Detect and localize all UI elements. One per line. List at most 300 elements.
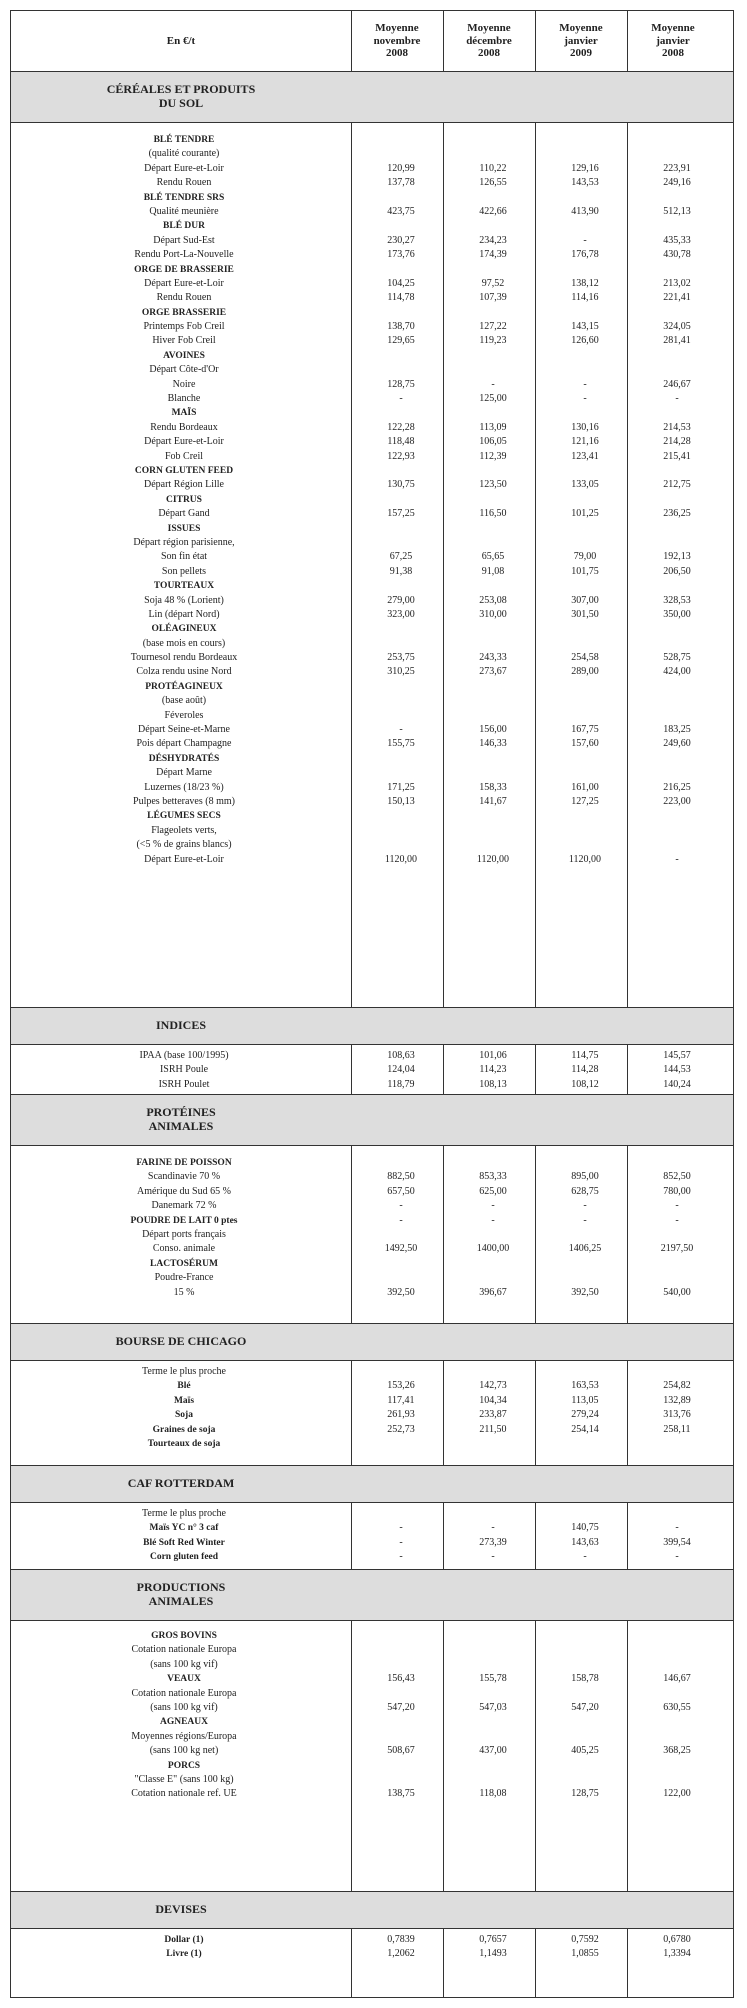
price-cell: 214,53: [663, 421, 691, 433]
price-cell: 0,7657: [479, 1934, 507, 1945]
price-cell: 79,00: [573, 551, 597, 563]
price-cell: 547,20: [571, 1701, 599, 1713]
row-label: Départ Région Lille: [144, 479, 224, 491]
table-row: [11, 176, 733, 190]
row-category-label: Dollar (1): [164, 1935, 204, 1945]
table-row: [11, 263, 733, 277]
table-row: [11, 565, 733, 579]
price-cell: -: [399, 724, 403, 736]
row-label: Féveroles: [164, 709, 204, 721]
row-label: Printemps Fob Creil: [143, 321, 225, 333]
price-cell: 129,65: [387, 335, 415, 347]
table-row: [11, 1672, 733, 1686]
row-label: Départ Côte-d'Or: [149, 364, 219, 376]
price-cell: 323,00: [387, 608, 415, 620]
price-cell: 214,28: [663, 436, 691, 448]
table-row: [11, 795, 733, 809]
price-cell: 249,60: [663, 738, 691, 750]
price-cell: 399,54: [663, 1536, 691, 1548]
row-label: Qualité meunière: [149, 205, 219, 217]
price-cell: 138,75: [387, 1788, 415, 1800]
table-row: [11, 1379, 733, 1393]
table-row: [11, 234, 733, 248]
section-title: DEVISES: [155, 1902, 207, 1917]
row-label: Rendu Rouen: [156, 177, 212, 189]
table-row: [11, 1773, 733, 1787]
price-cell: 206,50: [663, 565, 691, 577]
price-cell: 114,28: [571, 1064, 599, 1076]
table-row: [11, 1228, 733, 1242]
price-cell: 108,13: [479, 1078, 507, 1090]
row-category-label: TOURTEAUX: [153, 581, 215, 592]
row-category-label: ORGE BRASSERIE: [141, 307, 227, 318]
section-header: [11, 1323, 733, 1361]
price-cell: 143,63: [571, 1536, 599, 1548]
price-cell: 254,14: [571, 1423, 599, 1435]
price-cell: 127,25: [571, 795, 599, 807]
table-row: [11, 493, 733, 507]
table-row: [11, 1078, 733, 1092]
row-category-label: GROS BOVINS: [151, 1631, 217, 1641]
row-category-label: Graines de soja: [152, 1424, 216, 1435]
price-cell: 216,25: [663, 781, 691, 793]
row-label: Son fin état: [160, 551, 208, 563]
row-label: Cotation nationale ref. UE: [131, 1788, 237, 1800]
price-cell: 127,22: [479, 321, 507, 333]
table-row: [11, 1701, 733, 1715]
price-cell: 405,25: [571, 1745, 599, 1757]
table-row: [11, 1687, 733, 1701]
section-title: PRODUCTIONS ANIMALES: [136, 1580, 226, 1608]
price-cell: 350,00: [663, 608, 691, 620]
price-cell: 108,63: [387, 1050, 415, 1061]
row-category-label: Livre (1): [166, 1949, 202, 1960]
table-row: [11, 248, 733, 262]
price-cell: 413,90: [571, 205, 599, 217]
table-row: [11, 781, 733, 795]
price-cell: 2197,50: [660, 1243, 694, 1255]
price-cell: 118,48: [387, 436, 415, 448]
row-category-label: LACTOSÉRUM: [150, 1258, 218, 1269]
row-label: Amérique du Sud 65 %: [137, 1185, 231, 1197]
table-row: [11, 1423, 733, 1437]
price-cell: 234,23: [479, 234, 507, 246]
price-cell: 137,78: [387, 177, 415, 189]
row-label: Poudre-France: [154, 1272, 214, 1284]
row-category-label: POUDRE DE LAIT 0 ptes: [130, 1215, 238, 1226]
price-cell: 156,00: [479, 724, 507, 736]
table-row: [11, 853, 733, 867]
price-cell: 143,15: [571, 321, 599, 333]
price-cell: 104,25: [387, 277, 415, 289]
price-cell: 253,08: [479, 594, 507, 606]
price-cell: 146,67: [663, 1673, 691, 1685]
price-cell: 1,3394: [663, 1948, 691, 1960]
price-cell: 133,05: [571, 479, 599, 491]
price-cell: 144,53: [663, 1064, 691, 1076]
price-cell: -: [491, 378, 495, 390]
price-cell: 114,23: [479, 1064, 507, 1076]
price-cell: 157,60: [571, 738, 599, 750]
price-cell: 281,41: [663, 335, 691, 347]
table-row: [11, 392, 733, 406]
table-row: [11, 608, 733, 622]
price-cell: 258,11: [663, 1423, 691, 1435]
price-cell: 108,12: [571, 1078, 599, 1090]
price-cell: 630,55: [663, 1701, 691, 1713]
table-row: [11, 1629, 733, 1643]
price-cell: 261,93: [387, 1409, 415, 1421]
price-cell: 158,78: [571, 1673, 599, 1685]
table-row: [11, 594, 733, 608]
table-row: [11, 1185, 733, 1199]
price-cell: -: [399, 393, 403, 405]
price-cell: 392,50: [387, 1286, 415, 1298]
price-cell: 213,02: [663, 277, 691, 289]
row-category-label: VEAUX: [167, 1674, 201, 1685]
price-cell: 310,25: [387, 666, 415, 678]
row-label: (sans 100 kg net): [149, 1745, 219, 1757]
price-cell: 279,00: [387, 594, 415, 606]
row-category-label: LÉGUMES SECS: [147, 811, 221, 822]
price-cell: 155,78: [479, 1673, 507, 1685]
price-cell: 657,50: [387, 1185, 415, 1197]
table-row: [11, 1394, 733, 1408]
price-cell: 324,05: [663, 321, 691, 333]
price-cell: 118,08: [479, 1788, 507, 1800]
table-row: [11, 766, 733, 780]
price-cell: -: [491, 1522, 495, 1534]
table-row: [11, 723, 733, 737]
table-row: [11, 1408, 733, 1422]
row-label: Luzernes (18/23 %): [144, 781, 224, 793]
price-cell: 119,23: [479, 335, 507, 347]
row-label: Cotation nationale Europa: [131, 1687, 237, 1699]
price-cell: -: [399, 1536, 403, 1548]
price-cell: -: [491, 1200, 495, 1212]
section-title: CÉRÉALES ET PRODUITS DU SOL: [106, 82, 256, 110]
table-row: [11, 1744, 733, 1758]
price-cell: 1,1493: [479, 1948, 507, 1960]
row-category-label: MAÏS: [171, 408, 197, 419]
price-cell: -: [583, 393, 587, 405]
price-cell: 167,75: [571, 724, 599, 736]
table-row: [11, 680, 733, 694]
column-header: Moyenne janvier 2009: [559, 22, 603, 60]
section-header: [11, 1465, 733, 1503]
price-cell: -: [491, 1214, 495, 1226]
table-row: [11, 622, 733, 636]
price-cell: 132,89: [663, 1394, 691, 1406]
row-label: Départ Gand: [158, 508, 210, 520]
table-row: [11, 378, 733, 392]
price-cell: 116,50: [479, 508, 507, 520]
row-label: Moyennes régions/Europa: [131, 1730, 237, 1742]
table-row: [11, 1658, 733, 1672]
row-label: Pois départ Champagne: [136, 738, 232, 750]
row-category-label: OLÉAGINEUX: [151, 624, 217, 635]
row-label: (sans 100 kg vif): [150, 1701, 218, 1713]
price-cell: 138,70: [387, 321, 415, 333]
price-cell: 129,16: [571, 162, 599, 174]
price-cell: 153,26: [387, 1380, 415, 1392]
price-cell: 528,75: [663, 652, 691, 664]
row-label: (qualité courante): [148, 148, 220, 160]
table-row: [11, 450, 733, 464]
table-row: [11, 406, 733, 420]
price-cell: 97,52: [481, 277, 505, 289]
row-category-label: CORN GLUTEN FEED: [134, 465, 234, 476]
row-label: Son pellets: [161, 565, 207, 577]
price-cell: 130,16: [571, 421, 599, 433]
row-label: Scandinavie 70 %: [147, 1171, 221, 1183]
section-title: INDICES: [155, 1018, 206, 1033]
table-row: [11, 363, 733, 377]
price-cell: 396,67: [479, 1286, 507, 1298]
price-cell: 174,39: [479, 249, 507, 261]
table-row: [11, 522, 733, 536]
row-label: ISRH Poule: [159, 1064, 209, 1076]
row-label: Blanche: [167, 393, 201, 405]
price-cell: 183,25: [663, 724, 691, 736]
row-label: Rendu Rouen: [156, 292, 212, 304]
price-cell: 437,00: [479, 1745, 507, 1757]
table-row: [11, 320, 733, 334]
table-row: [11, 1947, 733, 1961]
price-cell: 301,50: [571, 608, 599, 620]
price-cell: 128,75: [387, 378, 415, 390]
price-cell: 163,53: [571, 1380, 599, 1392]
price-cell: 236,25: [663, 508, 691, 520]
section-header: [11, 1007, 733, 1045]
price-cell: 106,05: [479, 436, 507, 448]
row-label: Départ région parisienne,: [133, 536, 235, 548]
price-cell: 158,33: [479, 781, 507, 793]
table-row: [11, 464, 733, 478]
table-row: [11, 1156, 733, 1170]
price-cell: 114,75: [571, 1050, 599, 1061]
price-cell: 423,75: [387, 205, 415, 217]
row-label: (base août): [161, 695, 207, 707]
row-label: "Classe E" (sans 100 kg): [134, 1773, 234, 1785]
price-cell: 230,27: [387, 234, 415, 246]
price-cell: -: [675, 393, 679, 405]
section-header: [11, 1569, 733, 1621]
price-cell: 422,66: [479, 205, 507, 217]
price-cell: 307,00: [571, 594, 599, 606]
table-row: [11, 637, 733, 651]
column-header: Moyenne novembre 2008: [373, 22, 421, 60]
row-label: ISRH Poulet: [158, 1078, 210, 1090]
table-row: [11, 550, 733, 564]
table-row: [11, 694, 733, 708]
table-row: [11, 536, 733, 550]
row-label: Fob Creil: [164, 450, 204, 462]
row-label: Danemark 72 %: [151, 1200, 217, 1212]
price-cell: 233,87: [479, 1409, 507, 1421]
price-cell: 101,75: [571, 565, 599, 577]
price-cell: 392,50: [571, 1286, 599, 1298]
price-cell: 113,09: [479, 421, 507, 433]
row-label: Rendu Bordeaux: [150, 421, 218, 433]
row-category-label: Soja: [175, 1410, 193, 1421]
table-row: [11, 1507, 733, 1521]
price-cell: 279,24: [571, 1409, 599, 1421]
price-cell: 780,00: [663, 1185, 691, 1197]
row-category-label: Blé Soft Red Winter: [143, 1537, 225, 1548]
price-cell: 126,55: [479, 177, 507, 189]
price-cell: 1406,25: [568, 1243, 602, 1255]
row-category-label: BLÉ TENDRE: [153, 135, 215, 145]
row-label: Départ Eure-et-Loir: [144, 162, 224, 174]
table-row: [11, 579, 733, 593]
price-cell: 155,75: [387, 738, 415, 750]
price-cell: 628,75: [571, 1185, 599, 1197]
price-cell: 508,67: [387, 1745, 415, 1757]
table-row: [11, 1437, 733, 1451]
row-category-label: Maïs YC n° 3 caf: [149, 1523, 219, 1534]
row-category-label: PROTÉAGINEUX: [145, 681, 223, 692]
row-category-label: CITRUS: [166, 494, 202, 505]
price-cell: -: [491, 1551, 495, 1563]
row-category-label: ISSUES: [167, 523, 201, 534]
price-cell: 625,00: [479, 1185, 507, 1197]
price-cell: 853,33: [479, 1171, 507, 1183]
row-label: Départ Seine-et-Marne: [138, 724, 230, 736]
table-row: [11, 133, 733, 147]
price-cell: 1400,00: [476, 1243, 510, 1255]
row-category-label: BLÉ TENDRE SRS: [143, 192, 225, 203]
table-row: [11, 737, 733, 751]
table-row: [11, 1286, 733, 1300]
price-cell: 130,75: [387, 479, 415, 491]
row-label: Hiver Fob Creil: [152, 335, 216, 347]
price-cell: 140,24: [663, 1078, 691, 1090]
price-cell: 104,34: [479, 1394, 507, 1406]
table-row: [11, 1521, 733, 1535]
price-cell: -: [399, 1214, 403, 1226]
table-row: [11, 1730, 733, 1744]
price-cell: -: [583, 1551, 587, 1563]
table-row: [11, 1257, 733, 1271]
table-row: [11, 824, 733, 838]
row-category-label: Maïs: [173, 1395, 195, 1406]
price-cell: 512,13: [663, 205, 691, 217]
row-label: Noire: [172, 378, 196, 390]
price-cell: 1,0855: [571, 1948, 599, 1960]
price-cell: 128,75: [571, 1788, 599, 1800]
table-row: [11, 1365, 733, 1379]
price-cell: 313,76: [663, 1409, 691, 1421]
row-label: Terme le plus proche: [142, 1366, 226, 1377]
price-cell: 430,78: [663, 249, 691, 261]
price-cell: -: [583, 1214, 587, 1226]
price-cell: 123,50: [479, 479, 507, 491]
column-header: Moyenne janvier 2008: [651, 22, 695, 60]
table-row: [11, 435, 733, 449]
row-label: Départ Eure-et-Loir: [144, 853, 224, 865]
table-row: [11, 1536, 733, 1550]
price-cell: 243,33: [479, 652, 507, 664]
row-label: 15 %: [173, 1286, 195, 1298]
table-row: [11, 1643, 733, 1657]
row-label: Départ ports français: [142, 1228, 226, 1240]
price-cell: 246,67: [663, 378, 691, 390]
row-label: IPAA (base 100/1995): [139, 1050, 229, 1061]
price-cell: 122,28: [387, 421, 415, 433]
price-cell: 212,75: [663, 479, 691, 491]
row-label: Flageolets verts,: [151, 824, 217, 836]
price-cell: 173,76: [387, 249, 415, 261]
row-category-label: PORCS: [167, 1760, 201, 1771]
price-cell: 112,39: [479, 450, 507, 462]
section-title: CAF ROTTERDAM: [127, 1476, 235, 1491]
row-category-label: AGNEAUX: [159, 1717, 209, 1728]
row-label: (sans 100 kg vif): [150, 1658, 218, 1670]
row-category-label: FARINE DE POISSON: [136, 1158, 232, 1168]
price-cell: -: [399, 1522, 403, 1534]
price-cell: 114,78: [387, 292, 415, 304]
price-cell: 215,41: [663, 450, 691, 462]
table-header: [11, 11, 733, 72]
row-label: Colza rendu usine Nord: [136, 666, 232, 678]
section-header: [11, 1094, 733, 1146]
price-cell: 852,50: [663, 1171, 691, 1183]
price-cell: -: [399, 1200, 403, 1212]
row-label: Terme le plus proche: [142, 1508, 226, 1519]
price-cell: 435,33: [663, 234, 691, 246]
price-cell: -: [675, 1522, 679, 1534]
table-row: [11, 651, 733, 665]
price-cell: 0,7592: [571, 1934, 599, 1945]
section-title: PROTÉINES ANIMALES: [146, 1105, 216, 1133]
price-cell: 882,50: [387, 1171, 415, 1183]
row-label: Conso. animale: [152, 1243, 216, 1255]
row-label: Lin (départ Nord): [148, 608, 220, 620]
price-cell: 273,67: [479, 666, 507, 678]
price-cell: 252,73: [387, 1423, 415, 1435]
price-cell: 161,00: [571, 781, 599, 793]
price-cell: 110,22: [479, 162, 507, 174]
row-label: Soja 48 % (Lorient): [144, 594, 224, 606]
price-cell: 143,53: [571, 177, 599, 189]
price-cell: 101,25: [571, 508, 599, 520]
price-cell: 120,99: [387, 162, 415, 174]
price-cell: 221,41: [663, 292, 691, 304]
price-cell: -: [399, 1551, 403, 1563]
price-cell: 328,53: [663, 594, 691, 606]
price-cell: 123,41: [571, 450, 599, 462]
price-cell: 1492,50: [384, 1243, 418, 1255]
price-cell: 138,12: [571, 277, 599, 289]
price-cell: 223,00: [663, 795, 691, 807]
table-row: [11, 1170, 733, 1184]
unit-header: En €/t: [166, 34, 196, 47]
price-cell: -: [583, 1200, 587, 1212]
row-category-label: AVOINES: [163, 350, 205, 361]
price-cell: 540,00: [663, 1286, 691, 1298]
price-cell: 895,00: [571, 1171, 599, 1183]
row-label: Cotation nationale Europa: [131, 1644, 237, 1656]
table-row: [11, 1787, 733, 1801]
table-row: [11, 306, 733, 320]
price-cell: -: [675, 1551, 679, 1563]
row-label: Départ Eure-et-Loir: [144, 436, 224, 448]
price-cell: 125,00: [479, 393, 507, 405]
price-cell: 254,58: [571, 652, 599, 664]
price-cell: 171,25: [387, 781, 415, 793]
price-cell: 223,91: [663, 162, 691, 174]
